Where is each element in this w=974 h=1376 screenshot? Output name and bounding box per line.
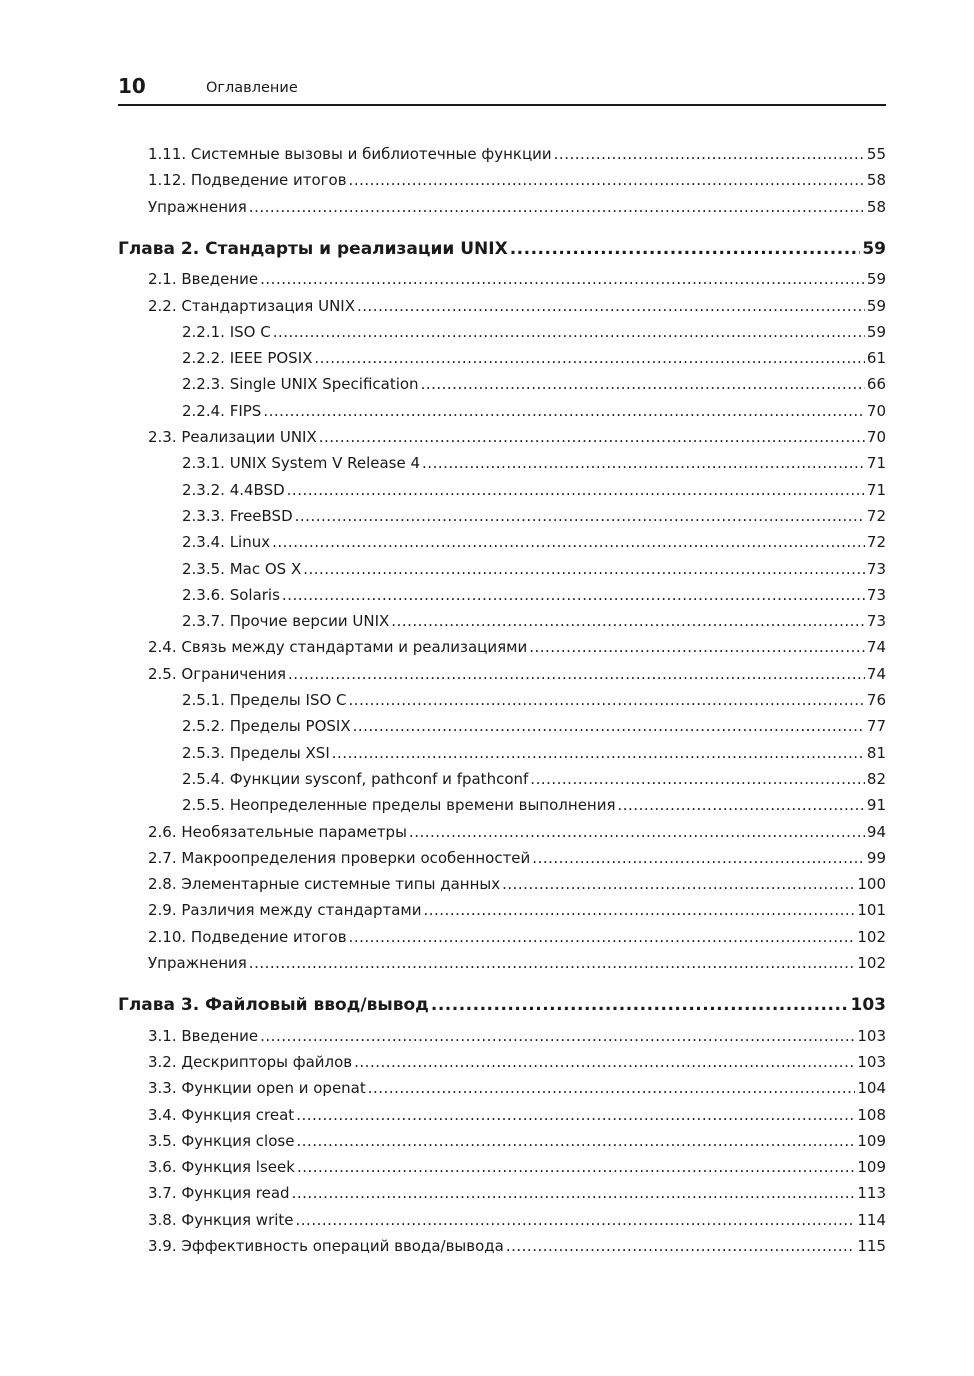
- toc-entry-title: 2.5.2. Пределы POSIX: [182, 717, 351, 736]
- dot-leader: [272, 531, 865, 553]
- toc-entry-title: 1.12. Подведение итогов: [148, 171, 347, 190]
- dot-leader: [423, 899, 855, 921]
- toc-entry-title: 2.1. Введение: [148, 270, 259, 289]
- toc-entry-title: 3.4. Функция creat: [148, 1105, 295, 1124]
- toc-entry-page: 77: [866, 717, 886, 736]
- toc-entry-page: 74: [866, 638, 886, 657]
- dot-leader: [260, 268, 865, 290]
- dot-leader: [349, 689, 865, 711]
- toc-entry: [118, 1077, 886, 1099]
- dot-leader: [349, 169, 865, 191]
- toc-entry-title: Упражнения: [148, 197, 247, 216]
- dot-leader: [506, 1235, 856, 1257]
- toc-entry-title: 2.3.6. Solaris: [182, 585, 280, 604]
- dot-leader: [319, 426, 865, 448]
- toc-entry-title: 3.6. Функция lseek: [148, 1158, 295, 1177]
- toc-entry-page: 71: [866, 480, 886, 499]
- toc-chapter-entry: [118, 992, 886, 1018]
- toc-entry-title: 2.3.7. Прочие версии UNIX: [182, 612, 390, 631]
- toc-entry: [118, 952, 886, 974]
- dot-leader: [353, 715, 865, 737]
- toc-entry: [118, 794, 886, 816]
- dot-leader: [422, 452, 865, 474]
- toc-entry: [118, 899, 886, 921]
- dot-leader: [303, 558, 865, 580]
- toc-entry: [118, 321, 886, 343]
- toc-entry: [118, 689, 886, 711]
- toc-entry-title: 3.5. Функция close: [148, 1131, 295, 1150]
- dot-leader: [532, 847, 865, 869]
- toc-entry: [118, 196, 886, 218]
- toc-entry-page: 103: [857, 1052, 886, 1071]
- toc-entry: [118, 1156, 886, 1178]
- toc-entry-page: 103: [850, 995, 886, 1016]
- toc-entry-page: 59: [866, 270, 886, 289]
- toc-entry-title: 2.3. Реализации UNIX: [148, 428, 317, 446]
- toc-entry-title: 2.10. Подведение итогов: [148, 927, 347, 946]
- toc-entry-page: 102: [857, 954, 886, 972]
- toc-entry-title: 2.5.1. Пределы ISO C: [182, 691, 347, 709]
- toc-entry-page: 58: [866, 171, 886, 190]
- toc-entry-page: 82: [866, 769, 886, 788]
- dot-leader: [296, 1209, 856, 1231]
- toc-entry: [118, 821, 886, 843]
- toc-entry-title: 2.5.5. Неопределенные пределы времени выполнения: [182, 796, 616, 815]
- dot-leader: [273, 321, 865, 343]
- toc-entry: [118, 663, 886, 685]
- toc-entry-page: 113: [857, 1184, 886, 1203]
- dot-leader: [282, 584, 865, 606]
- toc-entry-title: 2.3.5. Mac OS X: [182, 559, 302, 578]
- dot-leader: [431, 992, 849, 1018]
- toc-entry: [118, 347, 886, 369]
- toc-entry: [118, 373, 886, 395]
- toc-entry-page: 72: [866, 506, 886, 525]
- dot-leader: [530, 768, 865, 790]
- toc-entry-title: Глава 3. Файловый ввод/вывод: [118, 995, 429, 1016]
- running-title: Оглавление: [206, 80, 298, 96]
- dot-leader: [296, 1130, 855, 1152]
- toc-entry-title: 3.1. Введение: [148, 1026, 259, 1045]
- dot-leader: [260, 1025, 855, 1047]
- toc-entry: [118, 1051, 886, 1073]
- toc-entry-title: Упражнения: [148, 954, 247, 972]
- toc-entry-title: 2.5.4. Функции sysconf, pathconf и fpathconf: [182, 769, 529, 788]
- dot-leader: [249, 196, 865, 218]
- dot-leader: [618, 794, 865, 816]
- toc-entry-title: 2.2.1. ISO C: [182, 322, 271, 341]
- toc-entry-title: 2.5.3. Пределы XSI: [182, 743, 330, 762]
- toc-entry: [118, 452, 886, 474]
- dot-leader: [249, 952, 856, 974]
- toc-entry-page: 59: [866, 296, 886, 315]
- toc-entry-page: 103: [857, 1026, 886, 1045]
- toc-entry: [118, 1104, 886, 1126]
- toc-entry: [118, 143, 886, 165]
- toc-entry-title: 3.7. Функция read: [148, 1184, 290, 1203]
- dot-leader: [529, 636, 865, 658]
- toc-entry-page: 70: [866, 401, 886, 420]
- toc-entry-page: 81: [866, 743, 886, 762]
- toc-entry-title: 2.5. Ограничения: [148, 664, 287, 683]
- toc-entry-page: 109: [857, 1158, 886, 1177]
- toc-entry-page: 108: [857, 1105, 886, 1124]
- dot-leader: [287, 479, 865, 501]
- dot-leader: [297, 1156, 855, 1178]
- dot-leader: [409, 821, 865, 843]
- toc-entry-title: 2.2.2. IEEE POSIX: [182, 349, 313, 368]
- toc-entry-page: 102: [857, 927, 886, 946]
- page-number: 10: [118, 74, 146, 98]
- toc-entry-title: 1.11. Системные вызовы и библиотечные функции: [148, 145, 552, 163]
- toc-entry: [118, 873, 886, 895]
- toc-entry-title: 2.3.1. UNIX System V Release 4: [182, 454, 421, 473]
- toc-entry-title: 3.9. Эффективность операций ввода/вывода: [148, 1237, 504, 1255]
- dot-leader: [295, 505, 865, 527]
- toc-entry-title: 2.6. Необязательные параметры: [148, 822, 407, 841]
- toc-entry-page: 99: [866, 848, 886, 867]
- page-header: [118, 74, 886, 106]
- toc-entry-title: 2.9. Различия между стандартами: [148, 901, 422, 920]
- toc-entry-page: 59: [862, 238, 886, 259]
- toc-entry-page: 58: [866, 197, 886, 216]
- toc-entry: [118, 505, 886, 527]
- dot-leader: [554, 143, 865, 165]
- dot-leader: [368, 1077, 856, 1099]
- toc-entry-page: 73: [866, 585, 886, 604]
- toc-entry-page: 74: [866, 664, 886, 683]
- toc-entry: [118, 400, 886, 422]
- toc-entry-title: 2.7. Макроопределения проверки особенностей: [148, 848, 531, 867]
- toc-entry-page: 72: [866, 533, 886, 552]
- toc-entry-page: 55: [866, 145, 886, 163]
- dot-leader: [502, 873, 855, 895]
- toc-chapter-entry: [118, 236, 886, 262]
- toc-entry: [118, 768, 886, 790]
- dot-leader: [263, 400, 865, 422]
- toc-entry: [118, 479, 886, 501]
- toc-entry-page: 104: [857, 1079, 886, 1098]
- toc-entry-page: 73: [866, 559, 886, 578]
- dot-leader: [357, 295, 865, 317]
- toc-entry-title: 2.3.4. Linux: [182, 533, 271, 552]
- toc-entry-title: 2.3.2. 4.4BSD: [182, 480, 285, 499]
- toc-entry: [118, 1235, 886, 1257]
- toc-entry-page: 115: [857, 1237, 886, 1255]
- toc-entry-title: Глава 2. Стандарты и реализации UNIX: [118, 238, 508, 259]
- toc-entry-page: 61: [866, 349, 886, 368]
- dot-leader: [354, 1051, 855, 1073]
- dot-leader: [510, 236, 861, 262]
- toc-entry: [118, 1025, 886, 1047]
- toc-entry-title: 2.2.4. FIPS: [182, 401, 262, 420]
- toc-entry-page: 73: [866, 612, 886, 631]
- toc-entry: [118, 1209, 886, 1231]
- toc-entry-page: 76: [866, 691, 886, 709]
- toc-entry: [118, 295, 886, 317]
- toc-entry-title: 2.2. Стандартизация UNIX: [148, 296, 355, 315]
- toc-entry-page: 94: [866, 822, 886, 841]
- toc-entry-title: 2.4. Связь между стандартами и реализациями: [148, 638, 528, 657]
- toc-entry: [118, 636, 886, 658]
- toc-entry: [118, 584, 886, 606]
- toc-entry-title: 3.8. Функция write: [148, 1210, 294, 1229]
- toc-entry-title: 3.2. Дескрипторы файлов: [148, 1052, 353, 1071]
- toc-entry: [118, 169, 886, 191]
- toc-entry: [118, 847, 886, 869]
- toc-entry-page: 101: [857, 901, 886, 920]
- toc-entry: [118, 742, 886, 764]
- toc-entry: [118, 1182, 886, 1204]
- toc-entry: [118, 715, 886, 737]
- toc-entry-page: 59: [866, 322, 886, 341]
- toc-entry: [118, 610, 886, 632]
- dot-leader: [292, 1182, 856, 1204]
- toc-entry: [118, 1130, 886, 1152]
- toc-entry-title: 2.8. Элементарные системные типы данных: [148, 875, 501, 894]
- toc-entry: [118, 531, 886, 553]
- dot-leader: [421, 373, 865, 395]
- toc-entry-page: 71: [866, 454, 886, 473]
- toc-entry-page: 66: [866, 375, 886, 394]
- toc-entry-page: 70: [866, 428, 886, 446]
- dot-leader: [288, 663, 865, 685]
- toc-entry-page: 100: [857, 875, 886, 894]
- dot-leader: [296, 1104, 855, 1126]
- toc-entry-page: 109: [857, 1131, 886, 1150]
- dot-leader: [349, 926, 856, 948]
- toc-entry-page: 114: [857, 1210, 886, 1229]
- toc-entry-title: 2.3.3. FreeBSD: [182, 506, 293, 525]
- dot-leader: [391, 610, 865, 632]
- toc-entry: [118, 926, 886, 948]
- toc-entry: [118, 426, 886, 448]
- toc-entry-title: 2.2.3. Single UNIX Specification: [182, 375, 419, 394]
- dot-leader: [332, 742, 865, 764]
- dot-leader: [314, 347, 865, 369]
- toc-entry: [118, 558, 886, 580]
- toc-entry: [118, 268, 886, 290]
- toc-entry-title: 3.3. Функции open и openat: [148, 1079, 366, 1098]
- toc-entry-page: 91: [866, 796, 886, 815]
